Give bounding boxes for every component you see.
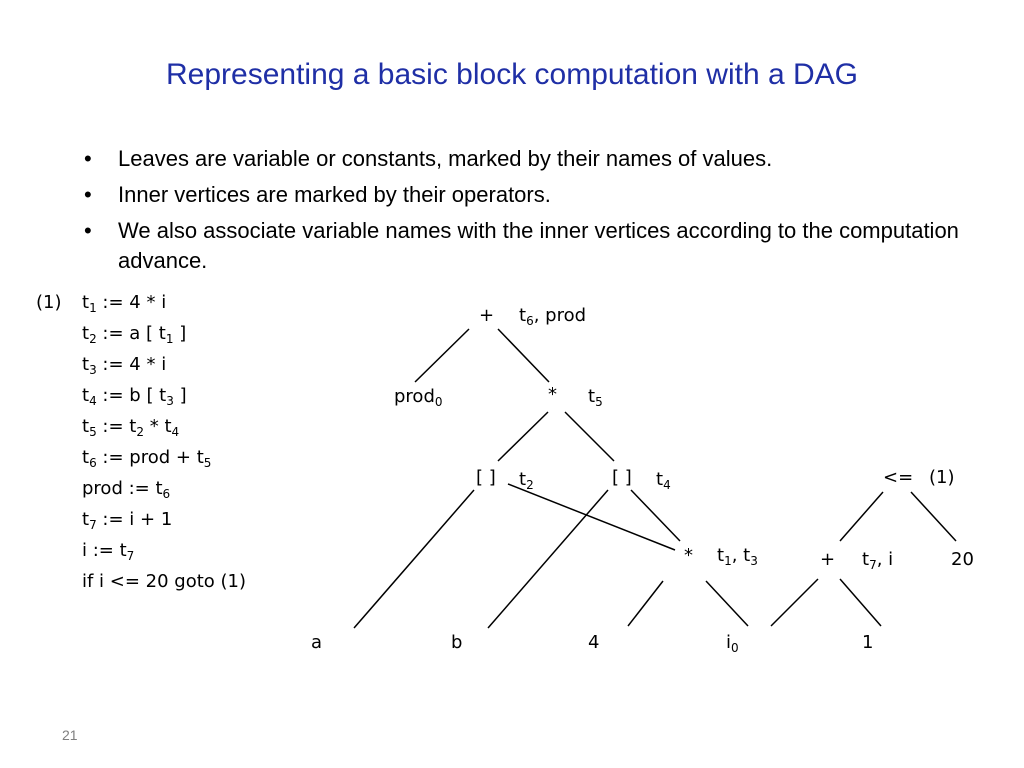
edge xyxy=(771,579,818,626)
page-number: 21 xyxy=(62,727,78,743)
slide-title: Representing a basic block computation with a DAG xyxy=(165,58,859,91)
bullet-icon: • xyxy=(84,218,92,243)
edge xyxy=(498,329,549,382)
bullet-item: • Inner vertices are marked by their operators. xyxy=(78,180,978,210)
code-line: if i <= 20 goto (1) xyxy=(82,571,247,592)
code-line: $t_3$ := 4 * i xyxy=(82,354,167,377)
edge xyxy=(508,484,675,550)
annotation-t6-prod: $t_6$, prod xyxy=(519,305,587,328)
annotation-label-1: (1) xyxy=(929,467,955,488)
leaf-a: a xyxy=(311,632,323,653)
bullet-item: • We also associate variable names with the inner vertices according to the computation advance. xyxy=(84,218,959,273)
code-line: $t_5$ := $t_2 * t_4$ xyxy=(82,416,180,439)
edge xyxy=(415,329,469,382)
edge xyxy=(354,490,474,628)
edge xyxy=(840,579,881,626)
code-line: $t_4$ := b [ $t_3$ ] xyxy=(82,385,187,408)
leaf-1: 1 xyxy=(862,632,874,653)
annotation-t1-t3: $t_1$, $t_3$ xyxy=(717,545,758,568)
edge xyxy=(498,412,548,461)
code-label: (1) xyxy=(36,292,62,313)
node-plus-t7: + xyxy=(820,549,836,570)
bullet-icon: • xyxy=(84,182,92,207)
node-le: <= xyxy=(883,467,914,488)
annotation-t2: $t_2$ xyxy=(519,469,534,492)
edge xyxy=(911,492,956,541)
code-line: prod := $t_6$ xyxy=(82,478,171,501)
edge xyxy=(628,581,663,626)
edge xyxy=(565,412,614,461)
edge xyxy=(840,492,883,541)
code-line: $t_2$ := a [ $t_1$ ] xyxy=(82,323,187,346)
code-line: $t_6$ := prod + $t_5$ xyxy=(82,447,212,470)
code-line: $t_7$ := i + 1 xyxy=(82,509,173,532)
node-plus-top: + xyxy=(479,305,495,326)
edge xyxy=(488,490,608,628)
node-mult-t1: * xyxy=(684,545,693,566)
leaf-b: b xyxy=(451,632,463,653)
code-line: $t_1$ := 4 * i xyxy=(82,292,167,315)
leaf-i0: $i_0$ xyxy=(726,632,739,655)
annotation-t4: $t_4$ xyxy=(656,469,671,492)
bullet-item: • Leaves are variable or constants, marked by their names of values. xyxy=(78,144,978,174)
edge xyxy=(706,581,748,626)
node-index-t4: [ ] xyxy=(612,467,632,488)
leaf-4: 4 xyxy=(588,632,600,653)
code-line: i := $t_7$ xyxy=(82,540,135,563)
edge xyxy=(631,490,680,541)
node-index-t2: [ ] xyxy=(476,467,496,488)
annotation-t5: $t_5$ xyxy=(588,386,603,409)
annotation-t7-i: $t_7$, i xyxy=(862,549,894,572)
bullet-icon: • xyxy=(84,146,92,171)
leaf-prod0: prod$_0$ xyxy=(394,386,443,409)
leaf-const-20: 20 xyxy=(951,549,974,570)
node-mult-t5: * xyxy=(548,384,557,405)
